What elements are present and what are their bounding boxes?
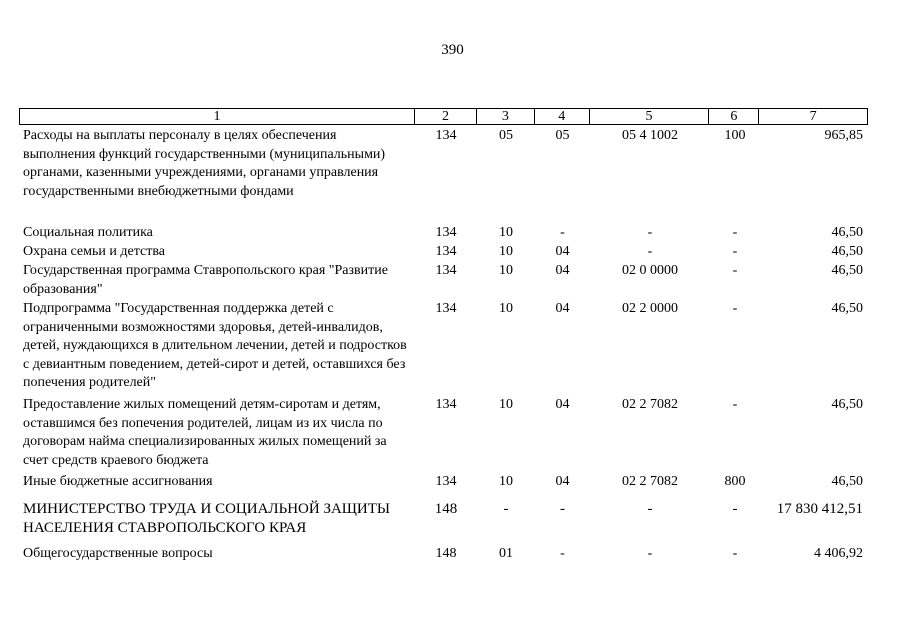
row-name: Подпрограмма "Государственная поддержка детей с ограниченными возможностями здоровья, детей-инвалидов, детей, нуждающихся в длительном лечении, детей и подростков с девиантным поведением, детей-сирот и детей, оставшихся без попечения родителей" (23, 301, 407, 390)
header-col-3: 3 (477, 109, 535, 124)
table-row (19, 473, 868, 492)
row-col-7: 965,85 (824, 128, 863, 143)
row-col-6: - (732, 546, 738, 561)
row-col-3: 10 (499, 244, 513, 259)
row-col-3: 10 (499, 397, 513, 412)
row-col-4: 04 (555, 301, 570, 316)
row-col-6: - (732, 397, 738, 412)
row-col-3: 10 (499, 263, 513, 278)
row-col-4: 04 (555, 263, 570, 278)
row-col-7: 46,50 (831, 225, 863, 240)
row-col-4: 04 (555, 474, 570, 489)
table-row (19, 127, 868, 201)
row-col-7: 46,50 (831, 263, 863, 278)
header-col-5: 5 (590, 109, 710, 124)
row-col-7: 46,50 (831, 397, 863, 412)
row-name: Государственная программа Ставропольского края "Развитие образования" (23, 263, 388, 297)
row-col-4: - (560, 546, 565, 561)
row-col-5: 02 2 7082 (622, 474, 678, 489)
table-row (19, 224, 868, 243)
row-col-3: 10 (499, 225, 513, 240)
row-name: Общегосударственные вопросы (23, 546, 213, 561)
row-col-2: 134 (435, 225, 457, 240)
row-col-3: 05 (499, 128, 513, 143)
row-col-5: - (647, 501, 653, 517)
row-col-5: 02 2 0000 (622, 301, 678, 316)
row-name: Социальная политика (23, 225, 153, 240)
table-row (19, 262, 868, 299)
header-col-1: 1 (20, 109, 415, 124)
row-col-4: 04 (555, 397, 570, 412)
row-col-3: - (503, 501, 509, 517)
row-col-5: - (647, 546, 653, 561)
table-row (19, 300, 868, 393)
row-col-4: 05 (555, 128, 570, 143)
row-col-6: - (732, 244, 738, 259)
row-col-3: 10 (499, 474, 513, 489)
header-col-2: 2 (415, 109, 477, 124)
row-col-7: 17 830 412,51 (776, 501, 863, 517)
row-col-4: - (560, 225, 565, 240)
row-col-6: - (732, 501, 738, 517)
row-col-2: 134 (435, 263, 457, 278)
row-col-3: 10 (499, 301, 513, 316)
row-col-6: 100 (724, 128, 746, 143)
row-col-2: 134 (435, 397, 457, 412)
row-col-7: 4 406,92 (814, 546, 863, 561)
row-col-6: - (732, 225, 738, 240)
row-col-6: - (732, 301, 738, 316)
row-col-2: 148 (435, 546, 457, 561)
row-col-2: 148 (434, 501, 458, 517)
header-col-6: 6 (709, 109, 759, 124)
row-col-2: 134 (435, 128, 457, 143)
row-name: Предоставление жилых помещений детям-сиротам и детям, оставшимся без попечения родителей, лицам из их числа по договорам найма специализированных жилых помещений за счет средств краевого бюджета (23, 397, 387, 468)
row-col-7: 46,50 (831, 244, 863, 259)
row-name: Охрана семьи и детства (23, 244, 165, 259)
row-col-5: 02 0 0000 (622, 263, 678, 278)
row-col-5: - (647, 225, 653, 240)
page-number: 390 (441, 42, 464, 58)
row-col-4: 04 (555, 244, 570, 259)
row-col-4: - (560, 501, 565, 517)
table-row (19, 500, 868, 538)
row-col-3: 01 (499, 546, 513, 561)
row-col-5: - (647, 244, 653, 259)
header-col-7: 7 (809, 109, 817, 124)
table-row (19, 545, 868, 564)
table-header (19, 108, 868, 125)
row-col-2: 134 (435, 301, 457, 316)
row-col-7: 46,50 (831, 301, 863, 316)
row-name: Иные бюджетные ассигнования (23, 474, 213, 489)
row-name: Расходы на выплаты персоналу в целях обеспечения выполнения функций государственными (муниципальными) органами, казенными учреждениями, органами управления государственными внебюджетными фондами (23, 128, 386, 199)
row-col-5: 05 4 1002 (622, 128, 678, 143)
table-row (19, 396, 868, 470)
row-col-5: 02 2 7082 (622, 397, 678, 412)
table-row (19, 243, 868, 262)
row-name: МИНИСТЕРСТВО ТРУДА И СОЦИАЛЬНОЙ ЗАЩИТЫ НАСЕЛЕНИЯ СТАВРОПОЛЬСКОГО КРАЯ (23, 501, 391, 536)
row-col-7: 46,50 (831, 474, 863, 489)
row-col-2: 134 (435, 474, 457, 489)
row-col-2: 134 (435, 244, 457, 259)
row-col-6: - (732, 263, 738, 278)
header-col-4: 4 (535, 109, 590, 124)
row-col-6: 800 (724, 474, 746, 489)
